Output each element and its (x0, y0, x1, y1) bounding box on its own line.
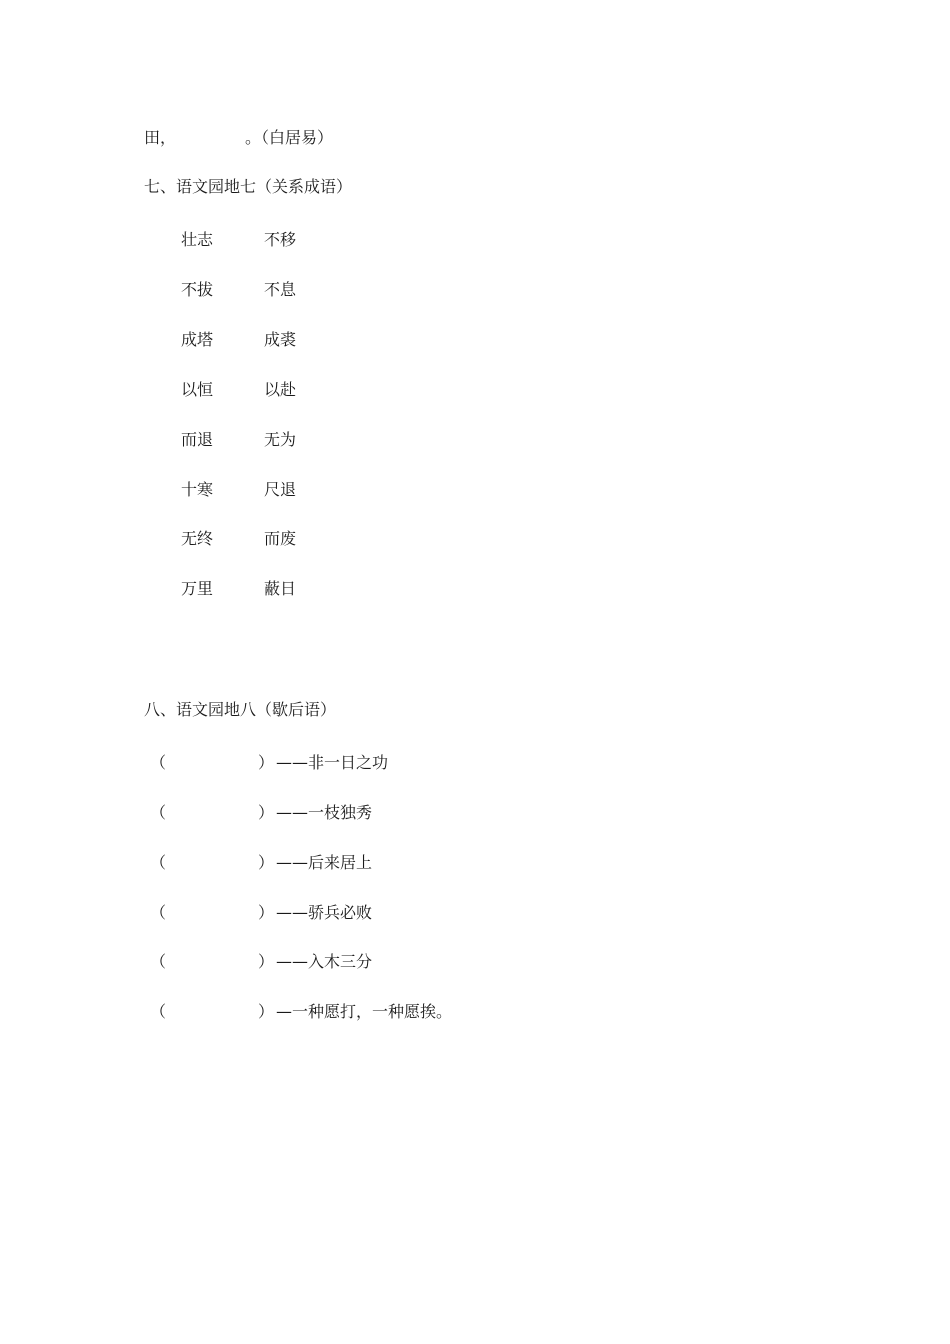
xiehouyu-row (150, 750, 570, 770)
xiehouyu-answer: ——后来居上 (276, 853, 373, 872)
idiom-right: 以赴 (264, 380, 297, 399)
idiom-left: 十寒 (181, 480, 214, 499)
xiehouyu-answer: ——一枝独秀 (276, 803, 373, 822)
idiom-pair (181, 576, 321, 596)
idiom-pair (181, 277, 321, 297)
idiom-pair (181, 227, 321, 247)
idiom-left: 无终 (181, 529, 214, 548)
answer-blank-close: ） (258, 753, 275, 772)
answer-blank-close: ） (258, 803, 275, 822)
section-8-title: 八、语文园地八（歇后语） (144, 700, 337, 719)
idiom-left: 万里 (181, 579, 214, 598)
idiom-right: 成裘 (264, 330, 297, 349)
idiom-left: 成塔 (181, 330, 214, 349)
idiom-left: 壮志 (181, 230, 214, 249)
idiom-right: 尺退 (264, 480, 297, 499)
idiom-pair (181, 327, 321, 347)
xiehouyu-row (150, 949, 570, 969)
answer-blank-close: ） (258, 1002, 275, 1021)
xiehouyu-answer: —一种愿打，一种愿挨。 (276, 1002, 453, 1021)
answer-blank-open: （ (150, 903, 167, 922)
idiom-pair (181, 477, 321, 497)
idiom-left: 以恒 (181, 380, 214, 399)
answer-blank-open: （ (150, 952, 167, 971)
idiom-pair (181, 526, 321, 546)
xiehouyu-answer: ——入木三分 (276, 952, 373, 971)
poem-line-end: 。（白居易） (245, 128, 334, 147)
xiehouyu-row (150, 850, 570, 870)
idiom-pair (181, 427, 321, 447)
xiehouyu-answer: ——非一日之功 (276, 753, 389, 772)
xiehouyu-row (150, 800, 570, 820)
answer-blank-close: ） (258, 903, 275, 922)
idiom-right: 不移 (264, 230, 297, 249)
answer-blank-close: ） (258, 952, 275, 971)
idiom-right: 无为 (264, 430, 297, 449)
idiom-right: 不息 (264, 280, 297, 299)
answer-blank-open: （ (150, 753, 167, 772)
idiom-left: 而退 (181, 430, 214, 449)
answer-blank-open: （ (150, 803, 167, 822)
xiehouyu-row (150, 999, 570, 1019)
answer-blank-open: （ (150, 1002, 167, 1021)
idiom-left: 不拔 (181, 280, 214, 299)
xiehouyu-answer: ——骄兵必败 (276, 903, 373, 922)
xiehouyu-row (150, 900, 570, 920)
poem-line-start: 田， (144, 128, 177, 147)
idiom-right: 而废 (264, 529, 297, 548)
idiom-right: 蔽日 (264, 579, 297, 598)
answer-blank-open: （ (150, 853, 167, 872)
section-7-title: 七、语文园地七（关系成语） (144, 177, 353, 196)
answer-blank-close: ） (258, 853, 275, 872)
idiom-pair (181, 377, 321, 397)
